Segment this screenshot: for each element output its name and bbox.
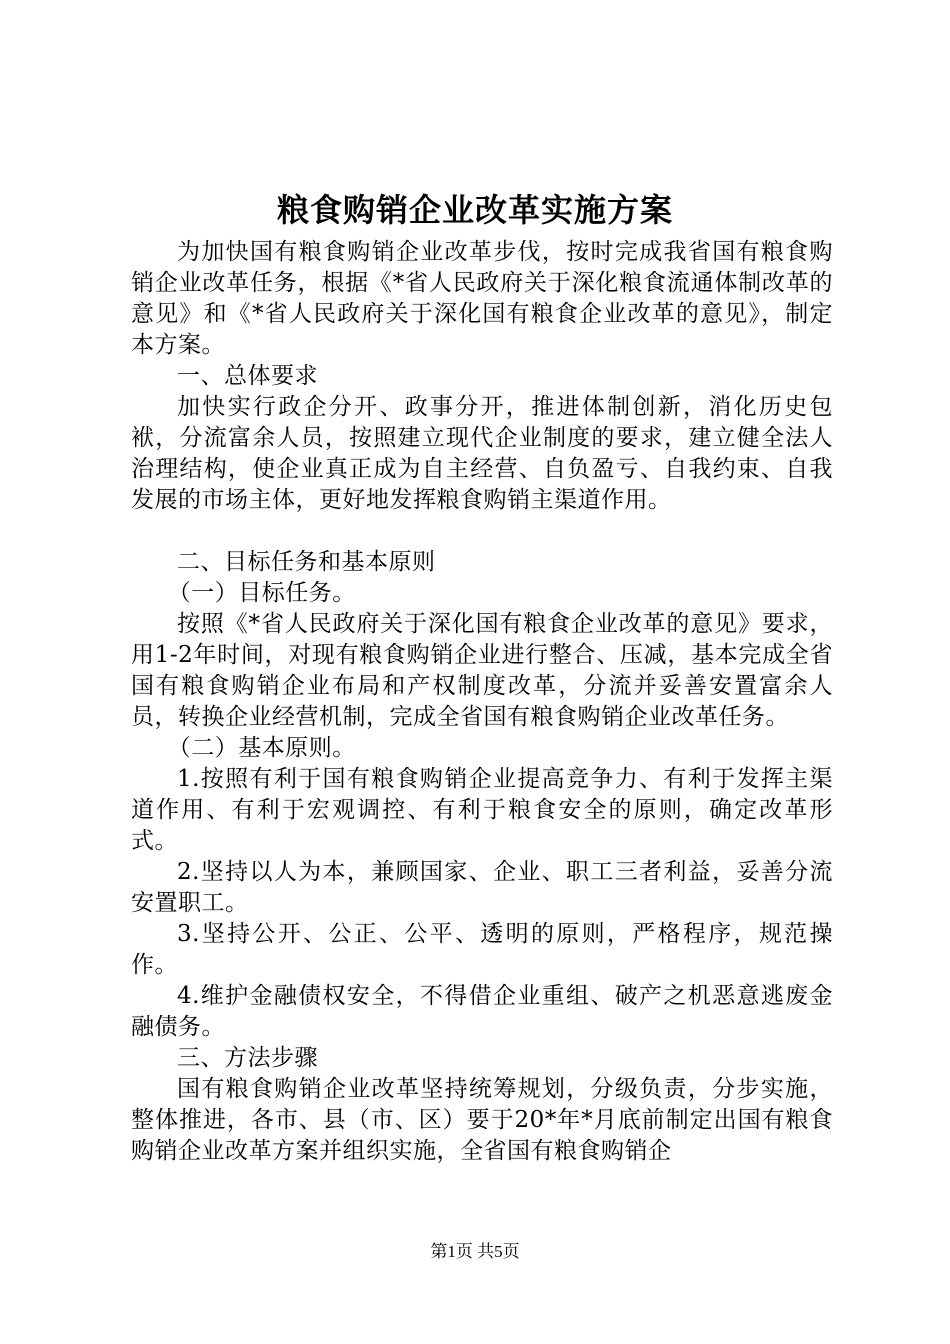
paragraph-spacer xyxy=(131,516,833,547)
paragraph-principle-1: 1.按照有利于国有粮食购销企业提高竞争力、有利于发挥主渠道作用、有利于宏观调控、有利于粮食安全的原则，确定改革形式。 xyxy=(131,766,833,854)
paragraph-principle-3: 3.坚持公开、公正、公平、透明的原则，严格程序，规范操作。 xyxy=(131,921,833,978)
page-footer: 第1页 共5页 xyxy=(430,1242,520,1261)
subsection-heading-principles: （二）基本原则。 xyxy=(167,735,356,761)
section-heading-1: 一、总体要求 xyxy=(177,363,318,389)
section-heading-3: 三、方法步骤 xyxy=(177,1045,318,1071)
paragraph-intro: 为加快国有粮食购销企业改革步伐，按时完成我省国有粮食购销企业改革任务，根据《*省人民政府关于深化粮食流通体制改革的意见》和《*省人民政府关于深化国有粮食企业改革的意见》，制定本方案。 xyxy=(131,239,833,358)
section-heading-2: 二、目标任务和基本原则 xyxy=(177,549,436,575)
paragraph-methods: 国有粮食购销企业改革坚持统筹规划，分级负责，分步实施，整体推进，各市、县（市、区）要于20*年*月底前制定出国有粮食购销企业改革方案并组织实施，全省国有粮食购销企 xyxy=(131,1076,833,1164)
document-body xyxy=(131,237,833,1167)
paragraph-general-requirements: 加快实行政企分开、政事分开，推进体制创新，消化历史包袱，分流富余人员，按照建立现代企业制度的要求，建立健全法人治理结构，使企业真正成为自主经营、自负盈亏、自我约束、自我发展的市场主体，更好地发挥粮食购销主渠道作用。 xyxy=(131,394,833,513)
paragraph-principle-4: 4.维护金融债权安全，不得借企业重组、破产之机恶意逃废金融债务。 xyxy=(131,983,833,1040)
paragraph-principle-2: 2.坚持以人为本，兼顾国家、企业、职工三者利益，妥善分流安置职工。 xyxy=(131,859,833,916)
paragraph-goals: 按照《*省人民政府关于深化国有粮食企业改革的意见》要求，用1-2年时间，对现有粮食购销企业进行整合、压减，基本完成全省国有粮食购销企业布局和产权制度改革，分流并妥善安置富余人员，转换企业经营机制，完成全省国有粮食购销企业改革任务。 xyxy=(131,611,833,730)
document-title: 粮食购销企业改革实施方案 xyxy=(276,191,673,229)
subsection-heading-goals: （一）目标任务。 xyxy=(167,580,356,606)
